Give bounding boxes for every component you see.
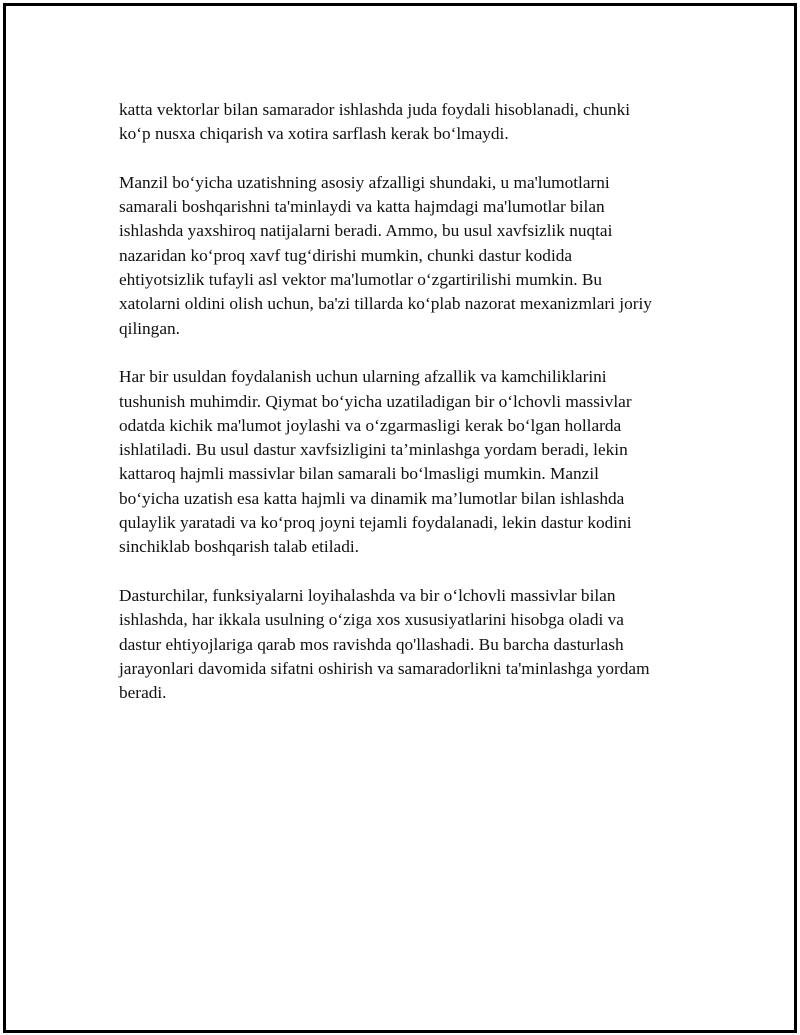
- text-line: dastur ehtiyojlariga qarab mos ravishda qo'llashadi. Bu barcha dasturlash: [119, 634, 624, 654]
- text-line: jarayonlari davomida sifatni oshirish va samaradorlikni ta'minlashga yordam: [119, 658, 650, 678]
- text-line: Har bir usuldan foydalanish uchun ularning afzallik va kamchiliklarini: [119, 367, 607, 387]
- page-frame: [3, 3, 797, 1033]
- text-line: ishlatiladi. Bu usul dastur xavfsizligini ta’minlashga yordam beradi, lekin: [119, 440, 628, 460]
- text-line: ishlashda, har ikkala usulning o‘ziga xos xususiyatlarini hisobga oladi va: [119, 610, 624, 630]
- document-body: [119, 98, 699, 730]
- text-line: sinchiklab boshqarish talab etiladi.: [119, 537, 359, 557]
- paragraph-3: [119, 365, 699, 559]
- text-line: samarali boshqarishni ta'minlaydi va katta hajmdagi ma'lumotlar bilan: [119, 197, 605, 217]
- text-line: bo‘yicha uzatish esa katta hajmli va dinamik ma’lumotlar bilan ishlashda: [119, 488, 625, 508]
- text-line: nazaridan ko‘proq xavf tug‘dirishi mumkin, chunki dastur kodida: [119, 245, 573, 265]
- text-line: odatda kichik ma'lumot joylashi va o‘zgarmasligi kerak bo‘lgan hollarda: [119, 415, 622, 435]
- text-line: beradi.: [119, 683, 167, 703]
- text-line: katta vektorlar bilan samarador ishlashda juda foydali hisoblanadi, chunki: [119, 100, 631, 119]
- text-line: Dasturchilar, funksiyalarni loyihalashda va bir o‘lchovli massivlar bilan: [119, 585, 616, 605]
- paragraph-4: [119, 584, 699, 705]
- paragraph-1: [119, 98, 699, 147]
- text-line: xatolarni oldini olish uchun, ba'zi tillarda ko‘plab nazorat mexanizmlari joriy: [119, 294, 652, 314]
- text-line: Manzil bo‘yicha uzatishning asosiy afzalligi shundaki, u ma'lumotlarni: [119, 172, 610, 192]
- text-line: qulaylik yaratadi va ko‘proq joyni tejamli foydalanadi, lekin dastur kodini: [119, 513, 632, 533]
- text-line: ishlashda yaxshiroq natijalarni beradi. Ammo, bu usul xavfsizlik nuqtai: [119, 221, 613, 241]
- paragraph-2: [119, 171, 699, 341]
- text-line: kattaroq hajmli massivlar bilan samarali bo‘lmasligi mumkin. Manzil: [119, 464, 599, 484]
- text-line: ko‘p nusxa chiqarish va xotira sarflash kerak bo‘lmaydi.: [119, 124, 509, 144]
- text-line: qilingan.: [119, 318, 180, 338]
- text-line: tushunish muhimdir. Qiymat bo‘yicha uzatiladigan bir o‘lchovli massivlar: [119, 391, 632, 411]
- text-line: ehtiyotsizlik tufayli asl vektor ma'lumotlar o‘zgartirilishi mumkin. Bu: [119, 270, 603, 290]
